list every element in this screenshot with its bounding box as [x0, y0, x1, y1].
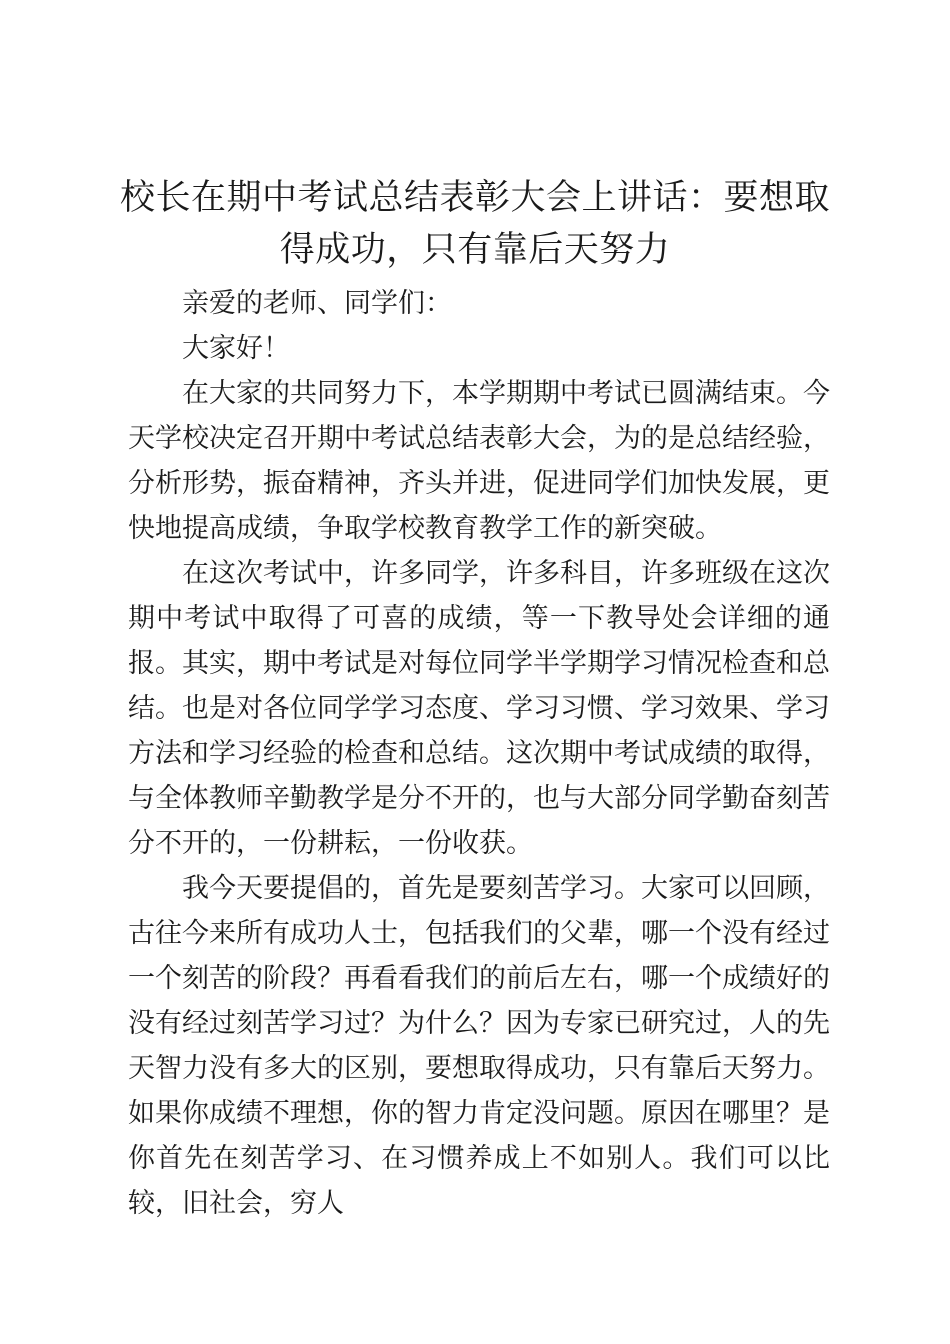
salutation: 亲爱的老师、同学们：: [182, 288, 452, 319]
paragraph-3: 我今天要提倡的，首先是要刻苦学习。大家可以回顾，古往今来所有成功人士，包括我们的父辈，哪一个没有经过一个刻苦的阶段？再看看我们的前后左右，哪一个成绩好的没有经过刻苦学习过？为什么？因为专家已研究过，人的先天智力没有多大的区别，要想取得成功，只有靠后天努力。如果你成绩不理想，你的智力肯定没问题。原因在哪里？是你首先在刻苦学习、在习惯养成上不如别人。我们可以比较，旧社会，穷人: [128, 873, 830, 1219]
paragraph-1: 在大家的共同努力下，本学期期中考试已圆满结束。今天学校决定召开期中考试总结表彰大会，为的是总结经验，分析形势，振奋精神，齐头并进，促进同学们加快发展，更快地提高成绩，争取学校教育教学工作的新突破。: [128, 378, 830, 544]
document-title: 校长在期中考试总结表彰大会上讲话：要想取得成功，只有靠后天努力: [119, 178, 830, 270]
greeting: 大家好！: [182, 333, 290, 364]
document-body: [128, 281, 830, 1226]
paragraph-2: 在这次考试中，许多同学，许多科目，许多班级在这次期中考试中取得了可喜的成绩，等一下教导处会详细的通报。其实，期中考试是对每位同学半学期学习情况检查和总结。也是对各位同学学习态度、学习习惯、学习效果、学习方法和学习经验的检查和总结。这次期中考试成绩的取得，与全体教师辛勤教学是分不开的，也与大部分同学勤奋刻苦分不开的，一份耕耘，一份收获。: [128, 558, 830, 859]
